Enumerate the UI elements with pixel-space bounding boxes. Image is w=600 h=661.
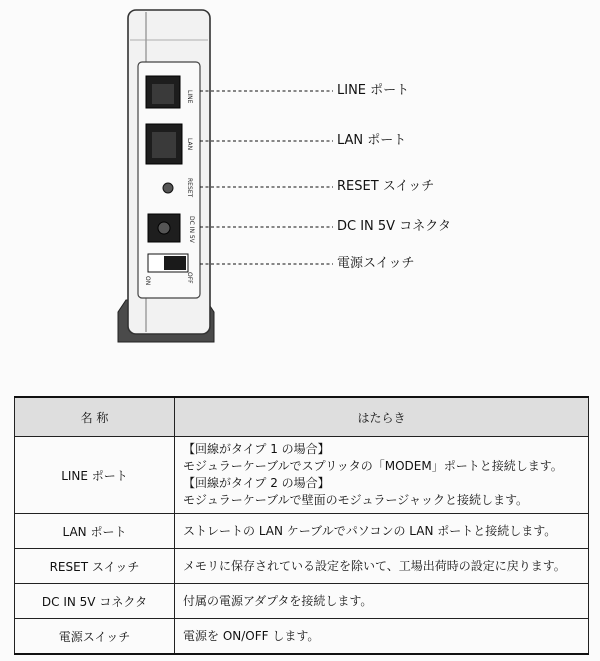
header-name: 名 称 xyxy=(15,397,175,437)
device-label-off: OFF xyxy=(186,272,193,284)
dc-in-hole xyxy=(158,222,170,234)
row-description xyxy=(175,514,589,549)
row-line: ストレートの LAN ケーブルでパソコンの LAN ポートと接続します。 xyxy=(183,523,557,538)
reset-button xyxy=(163,183,173,193)
table-header-row xyxy=(15,397,589,437)
device-label-reset: RESET xyxy=(186,178,193,198)
row-line: 【回線がタイプ 1 の場合】 xyxy=(183,442,330,456)
row-line: モジュラーケーブルでスプリッタの「MODEM」ポートと接続します。 xyxy=(183,459,563,473)
header-function: はたらき xyxy=(175,397,589,437)
callout-lan-port: LAN ポート xyxy=(337,133,407,148)
row-name: LINE ポート xyxy=(15,437,175,514)
row-line: 電源を ON/OFF します。 xyxy=(183,628,320,643)
row-line: メモリに保存されている設定を除いて、工場出荷時の設定に戻ります。 xyxy=(183,558,566,573)
device-label-dc: DC IN 5V xyxy=(188,216,195,243)
callout-line-port: LINE ポート xyxy=(337,83,410,98)
row-description xyxy=(175,549,589,584)
device-label-line: LINE xyxy=(186,90,193,104)
callout-power-switch: 電源スイッチ xyxy=(337,256,415,271)
row-line: モジュラーケーブルで壁面のモジュラージャックと接続します。 xyxy=(183,493,529,507)
lan-port-inner xyxy=(152,132,176,158)
row-description xyxy=(175,619,589,655)
row-line: 付属の電源アダプタを接続します。 xyxy=(183,593,373,608)
row-name: RESET スイッチ xyxy=(15,549,175,584)
function-table xyxy=(14,396,589,655)
row-description xyxy=(175,437,589,514)
table-row xyxy=(15,514,589,549)
power-switch-knob xyxy=(164,256,186,270)
table-row xyxy=(15,584,589,619)
line-port-inner xyxy=(152,84,174,104)
callout-reset-switch: RESET スイッチ xyxy=(337,179,435,194)
device-label-lan: LAN xyxy=(186,138,193,151)
row-name: LAN ポート xyxy=(15,514,175,549)
table-row xyxy=(15,619,589,655)
device-label-on: ON xyxy=(144,276,151,286)
row-description xyxy=(175,584,589,619)
row-line: 【回線がタイプ 2 の場合】 xyxy=(183,476,330,490)
callout-dc-in: DC IN 5V コネクタ xyxy=(337,219,451,234)
row-name: DC IN 5V コネクタ xyxy=(15,584,175,619)
table-row xyxy=(15,437,589,514)
row-name: 電源スイッチ xyxy=(15,619,175,655)
table-row xyxy=(15,549,589,584)
